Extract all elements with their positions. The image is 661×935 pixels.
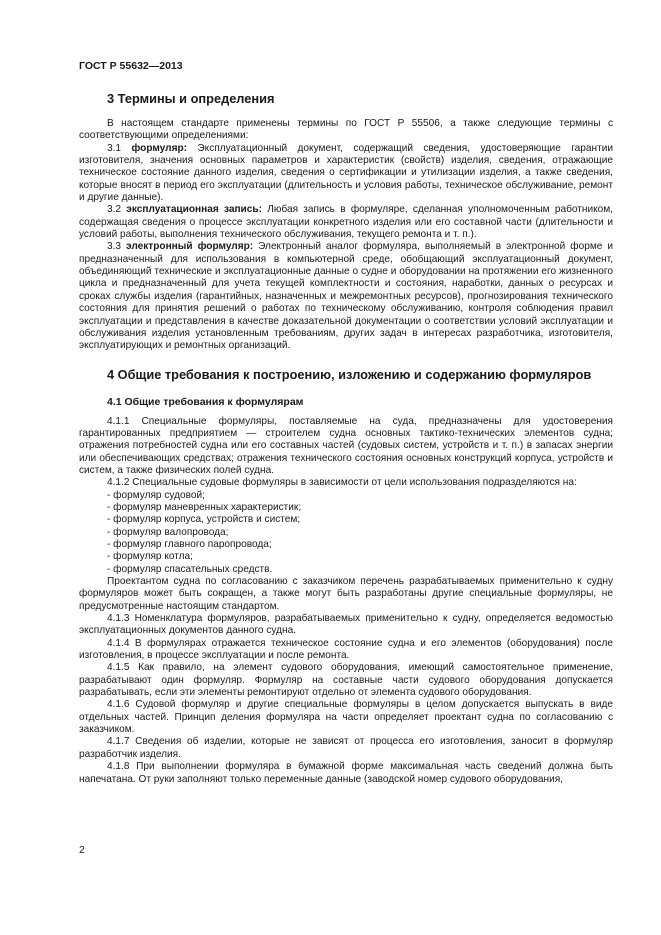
paragraph-4-1-1: 4.1.1 Специальные формуляры, поставляемые на суда, предназначены для удостоверения гарантированных предприятием — строителем судна основных тактико-технических элементов судна; отражения потребностей судна или его составных частей (судовых систем, устройств и т. п.) в запасах энергии или обеспечивающих средствах; отражения технического состояния основных конструкций корпуса, устройств и систем, а также физических полей судна.: [79, 415, 613, 476]
list-item: - формуляр котла;: [107, 551, 193, 563]
list-item: - формуляр маневренных характеристик;: [107, 501, 302, 513]
term-definition: Эксплуатационный документ, содержащий сведения, удостоверяющие гарантии изготовителя, значения основных параметров и характеристик (свойств) изделия, сведения, отражающие техническое состояние данного изделия, сведения о сертификации и утилизации изделия, а также сведения, которые вносят в период его эксплуатации (длительность и условия работы, техническое обслуживание, ремонт и другие данные).: [79, 142, 613, 204]
term-3-1: [79, 143, 613, 205]
paragraph-4-1-7: 4.1.7 Сведения об изделии, которые не зависят от процесса его изготовления, заносит в формуляр разработчик изделия.: [79, 736, 613, 760]
paragraph-4-1-6: 4.1.6 Судовой формуляр и другие специальные формуляры в целом допускается выпускать в виде отдельных частей. Принцип деления формуляра на части определяет проектант судна по согласованию с заказчиком.: [79, 699, 613, 736]
paragraph-4-1-2-note: Проектантом судна по согласованию с заказчиком перечень разрабатываемых применительно к судну формуляров может быть сокращен, а также могут быть разработаны другие специальные формуляры, не предусмотренные настоящим стандартом.: [79, 576, 613, 612]
list-item: - формуляр главного паропровода;: [107, 538, 272, 550]
list-item: - формуляр валопровода;: [107, 526, 229, 538]
term-definition: Любая запись в формуляре, сделанная уполномоченным работником, содержащая сведения о процессе эксплуатации конкретного изделия или его составной части (длительности и условий работы, выполнения технического обслуживания, текущего ремонта и т. п.).: [79, 204, 613, 241]
section-3-title: 3 Термины и определения: [107, 91, 275, 106]
term-name: электронный формуляр:: [126, 241, 254, 253]
section-3-intro: В настоящем стандарте применены термины по ГОСТ Р 55506, а также следующие термины с соответствующими определениями:: [79, 118, 613, 142]
paragraph-4-1-2: 4.1.2 Специальные судовые формуляры в зависимости от цели использования подразделяются на:: [107, 477, 577, 489]
list-item: - формуляр спасательных средств.: [107, 563, 273, 575]
subsection-4-1-title: 4.1 Общие требования к формулярам: [107, 395, 304, 408]
formulary-types-list: [79, 490, 613, 576]
document-header: ГОСТ Р 55632—2013: [79, 60, 183, 72]
term-number: 3.3: [107, 241, 127, 253]
term-3-3: [79, 241, 613, 352]
paragraph-4-1-5: 4.1.5 Как правило, на элемент судового оборудования, имеющий самостоятельное применение, разрабатывают один формуляр. Формуляр на составные части судового оборудования допускается разрабатывать, если эти элементы ремонтируют отдельно от элемента судового оборудования.: [79, 662, 613, 699]
paragraph-4-1-3: 4.1.3 Номенклатура формуляров, разрабатываемых применительно к судну, определяется ведомостью эксплуатационных документов данного судна.: [79, 613, 613, 637]
term-number: 3.1: [107, 142, 132, 154]
term-3-2: [79, 204, 613, 241]
page-content: [79, 91, 613, 786]
list-item: - формуляр судовой;: [107, 489, 205, 501]
paragraph-4-1-8: 4.1.8 При выполнении формуляра в бумажной форме максимальная часть сведений должна быть напечатана. От руки заполняют только переменные данные (заводской номер судового оборудования,: [79, 761, 613, 785]
page-number: 2: [79, 844, 85, 856]
term-number: 3.2: [107, 204, 127, 216]
list-item: - формуляр корпуса, устройств и систем;: [107, 514, 301, 526]
term-name: формуляр:: [131, 142, 187, 154]
section-4-title: 4 Общие требования к построению, изложению и содержанию формуляров: [107, 366, 592, 382]
term-name: эксплуатационная запись:: [126, 204, 262, 216]
term-definition: Электронный аналог формуляра, выполняемый в электронной форме и предназначенный для использования в компьютерной среде, обобщающий эксплуатационный документ, объединяющий технические и эксплуатационные данные о судне и оборудовании на протяжении его жизненного цикла и предназначенный для учета текущей комплектности и состояния, наработки, данных о ресурсах и сроках службы изделия (гарантийных, назначенных и межремонтных ресурсов), прогнозирования технического состояния для принятия решений о работах по техническому обслуживанию, контроля соблюдения правил эксплуатации и представления в качестве доказательной документации о соответствии условий эксплуатации и обслуживания изделия установленным требованиям, других задач в интересах разработчика, изготовителя, эксплуатирующих и ремонтных организаций.: [79, 241, 614, 352]
paragraph-4-1-4: 4.1.4 В формулярах отражается техническое состояние судна и его элементов (оборудования) после изготовления, в процессе эксплуатации и после ремонта.: [79, 637, 613, 662]
